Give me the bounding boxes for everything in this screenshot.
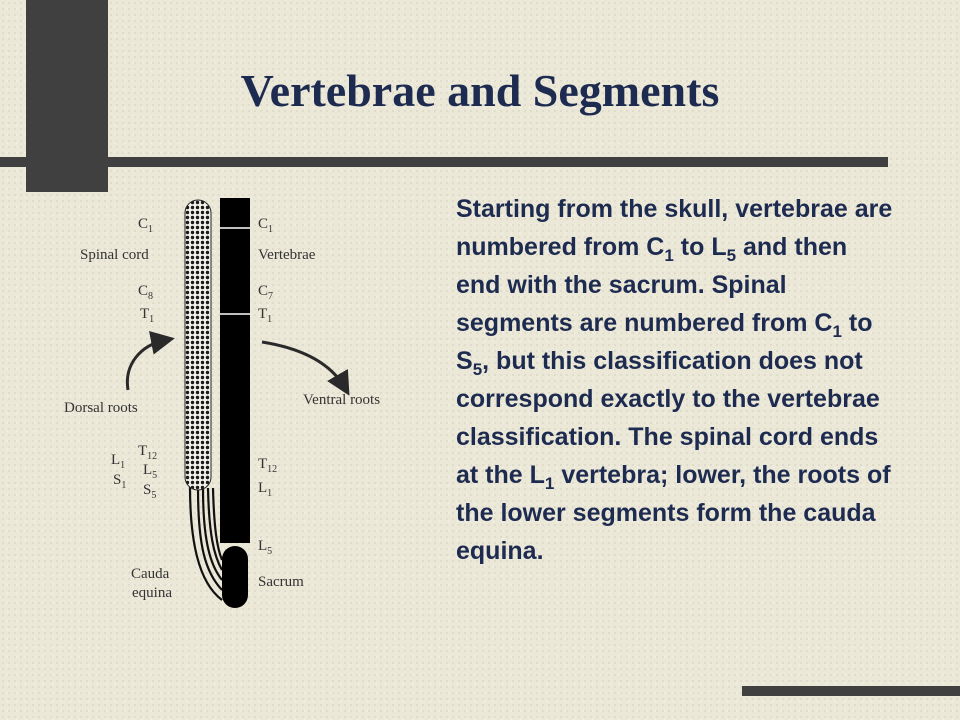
label-right-l1: $L_1$ bbox=[258, 480, 273, 499]
description-text: Starting from the skull, vertebrae are numbered from $C_1$ to $L_5$ and then end with the sacrum. Spinal segments are numbered from $C_1$ to $S_5$, but this classification does not correspond exactly to the vertebrae classification. The spinal cord ends at the $L_1$ vertebra; lower, the roots of the lower segments form the cauda equina. bbox=[456, 195, 893, 565]
spine-diagram bbox=[0, 0, 440, 640]
spinal-cord bbox=[185, 200, 211, 490]
label-left-s5: $S_5$ bbox=[143, 482, 157, 501]
label-ventral-roots: Ventral roots bbox=[303, 392, 381, 408]
label-left-c8: $C_8$ bbox=[138, 283, 154, 302]
label-right-c1: $C_1$ bbox=[258, 216, 274, 235]
label-right-t12: $T_{12}$ bbox=[258, 456, 278, 475]
label-left-t12: $T_{12}$ bbox=[138, 443, 158, 462]
label-equina: equina bbox=[132, 585, 172, 601]
label-left-l1: $L_1$ bbox=[111, 452, 126, 471]
slide-title: Vertebrae and Segments bbox=[240, 65, 720, 116]
vertebral-column bbox=[220, 198, 250, 543]
label-left-c1: $C_1$ bbox=[138, 216, 154, 235]
label-cauda: Cauda bbox=[131, 566, 170, 582]
label-left-t1: $T_1$ bbox=[140, 306, 155, 325]
label-right-c7: $C_7$ bbox=[258, 283, 274, 302]
label-spinal-cord: Spinal cord bbox=[80, 247, 149, 263]
label-left-s1: $S_1$ bbox=[113, 472, 127, 491]
sacrum-shape bbox=[222, 546, 248, 608]
label-right-l5: $L_5$ bbox=[258, 538, 273, 557]
label-sacrum: Sacrum bbox=[258, 574, 304, 590]
label-dorsal-roots: Dorsal roots bbox=[64, 400, 138, 416]
ventral-roots-arrow bbox=[262, 342, 345, 388]
footer-accent-bar bbox=[742, 686, 960, 696]
label-vertebrae: Vertebrae bbox=[258, 247, 316, 263]
dorsal-roots-arrow bbox=[127, 340, 166, 390]
label-right-t1: $T_1$ bbox=[258, 306, 273, 325]
cauda-equina-roots bbox=[190, 486, 222, 600]
label-left-l5: $L_5$ bbox=[143, 462, 158, 481]
